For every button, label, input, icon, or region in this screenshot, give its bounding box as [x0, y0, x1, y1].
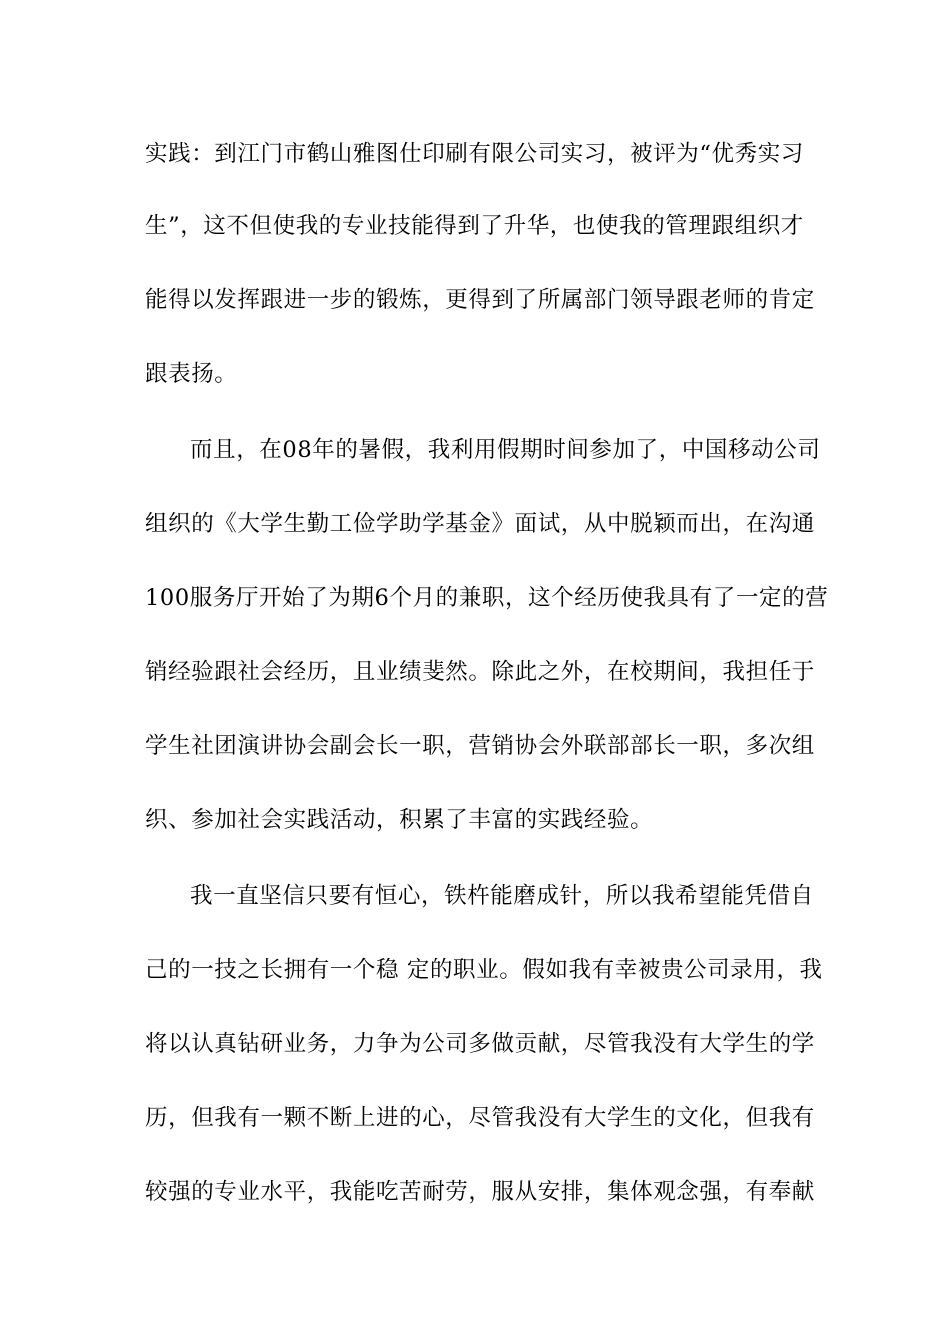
text-line: 生”，这不但使我的专业技能得到了升华，也使我的管理跟组织才: [145, 213, 804, 239]
text-line: 较强的专业水平，我能吃苦耐劳，服从安排，集体观念强，有奉献: [145, 1179, 815, 1205]
text-line: 织、参加社会实践活动，积累了丰富的实践经验。: [145, 807, 654, 833]
text-line: 组织的《大学生勤工俭学助学基金》面试，从中脱颖而出，在沟通: [145, 511, 815, 537]
text-line: 历，但我有一颗不断上进的心，尽管我没有大学生的文化，但我有: [145, 1105, 815, 1131]
text-line: 销经验跟社会经历，且业绩斐然。除此之外，在校期间，我担任于: [145, 659, 815, 685]
text-line: 将以认真钻研业务，力争为公司多做贡献，尽管我没有大学生的学: [145, 1031, 815, 1057]
text-line: 100服务厅开始了为期6个月的兼职，这个经历使我具有了一定的营: [145, 585, 829, 611]
paragraph-first-line: 而且，在08年的暑假，我利用假期时间参加了，中国移动公司: [190, 437, 821, 463]
text-line: 跟表扬。: [145, 361, 238, 387]
text-line: 学生社团演讲协会副会长一职，营销协会外联部部长一职，多次组: [145, 733, 815, 759]
text-line: 能得以发挥跟进一步的锻炼，更得到了所属部门领导跟老师的肯定: [145, 287, 815, 313]
text-line: 实践：到江门市鹤山雅图仕印刷有限公司实习，被评为“优秀实习: [145, 141, 804, 167]
paragraph-first-line: 我一直坚信只要有恒心，铁杵能磨成针，所以我希望能凭借自: [190, 883, 814, 909]
text-line: 己的一技之长拥有一个稳 定的职业。假如我有幸被贵公司录用，我: [145, 957, 823, 983]
